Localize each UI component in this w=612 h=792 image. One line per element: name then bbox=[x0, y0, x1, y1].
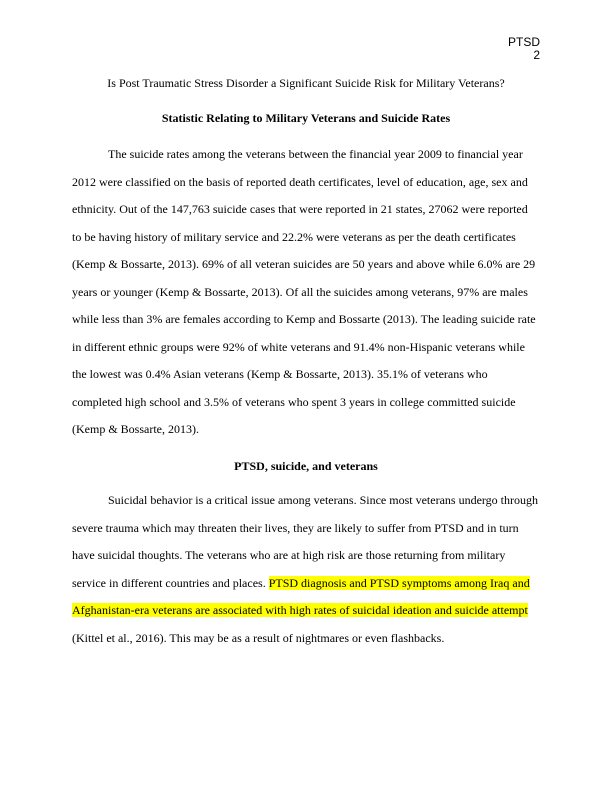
page-number: 2 bbox=[533, 48, 540, 62]
ptsd-paragraph-text-before: Suicidal behavior is a critical issue among veterans. Since most veterans undergo through severe trauma which may threaten their lives, they are likely to suffer from PTSD and in turn have suicidal thoughts. The veterans who are at high risk are those returning from military service in different countries and places. bbox=[72, 493, 539, 590]
highlighted-text: PTSD diagnosis and PTSD symptoms among Iraq and Afghanistan-era veterans are associated with high rates of suicidal ideation and suicide attempt bbox=[72, 575, 530, 617]
ptsd-paragraph bbox=[72, 487, 540, 652]
page-header bbox=[508, 36, 540, 62]
section-heading-statistics: Statistic Relating to Military Veterans and Suicide Rates bbox=[161, 111, 451, 125]
statistics-paragraph: The suicide rates among the veterans between the financial year 2009 to financial year 2012 were classified on the basis of reported death certificates, level of education, age, sex and ethnicity. Out of the 147,763 suicide cases that were reported in 21 states, 27062 were reported to be having history of military service and 22.2% were veterans as per the death certificates (Kemp & Bossarte, 2013). 69% of all veteran suicides are 50 years and above while 6.0% are 29 years or younger (Kemp & Bossarte, 2013). Of all the suicides among veterans, 97% are males while less than 3% are females according to Kemp and Bossarte (2013). The leading suicide rate in different ethnic groups were 92% of white veterans and 91.4% non-Hispanic veterans while the lowest was 0.4% Asian veterans (Kemp & Bossarte, 2013). 35.1% of veterans who completed high school and 3.5% of veterans who spent 3 years in college committed suicide (Kemp & Bossarte, 2013). bbox=[72, 147, 536, 436]
running-head: PTSD bbox=[507, 35, 540, 49]
paper-title: Is Post Traumatic Stress Disorder a Significant Suicide Risk for Military Veterans? bbox=[107, 76, 505, 90]
ptsd-paragraph-text-after: (Kittel et al., 2016). This may be as a result of nightmares or even flashbacks. bbox=[72, 630, 445, 645]
section-heading-ptsd: PTSD, suicide, and veterans bbox=[234, 459, 378, 473]
